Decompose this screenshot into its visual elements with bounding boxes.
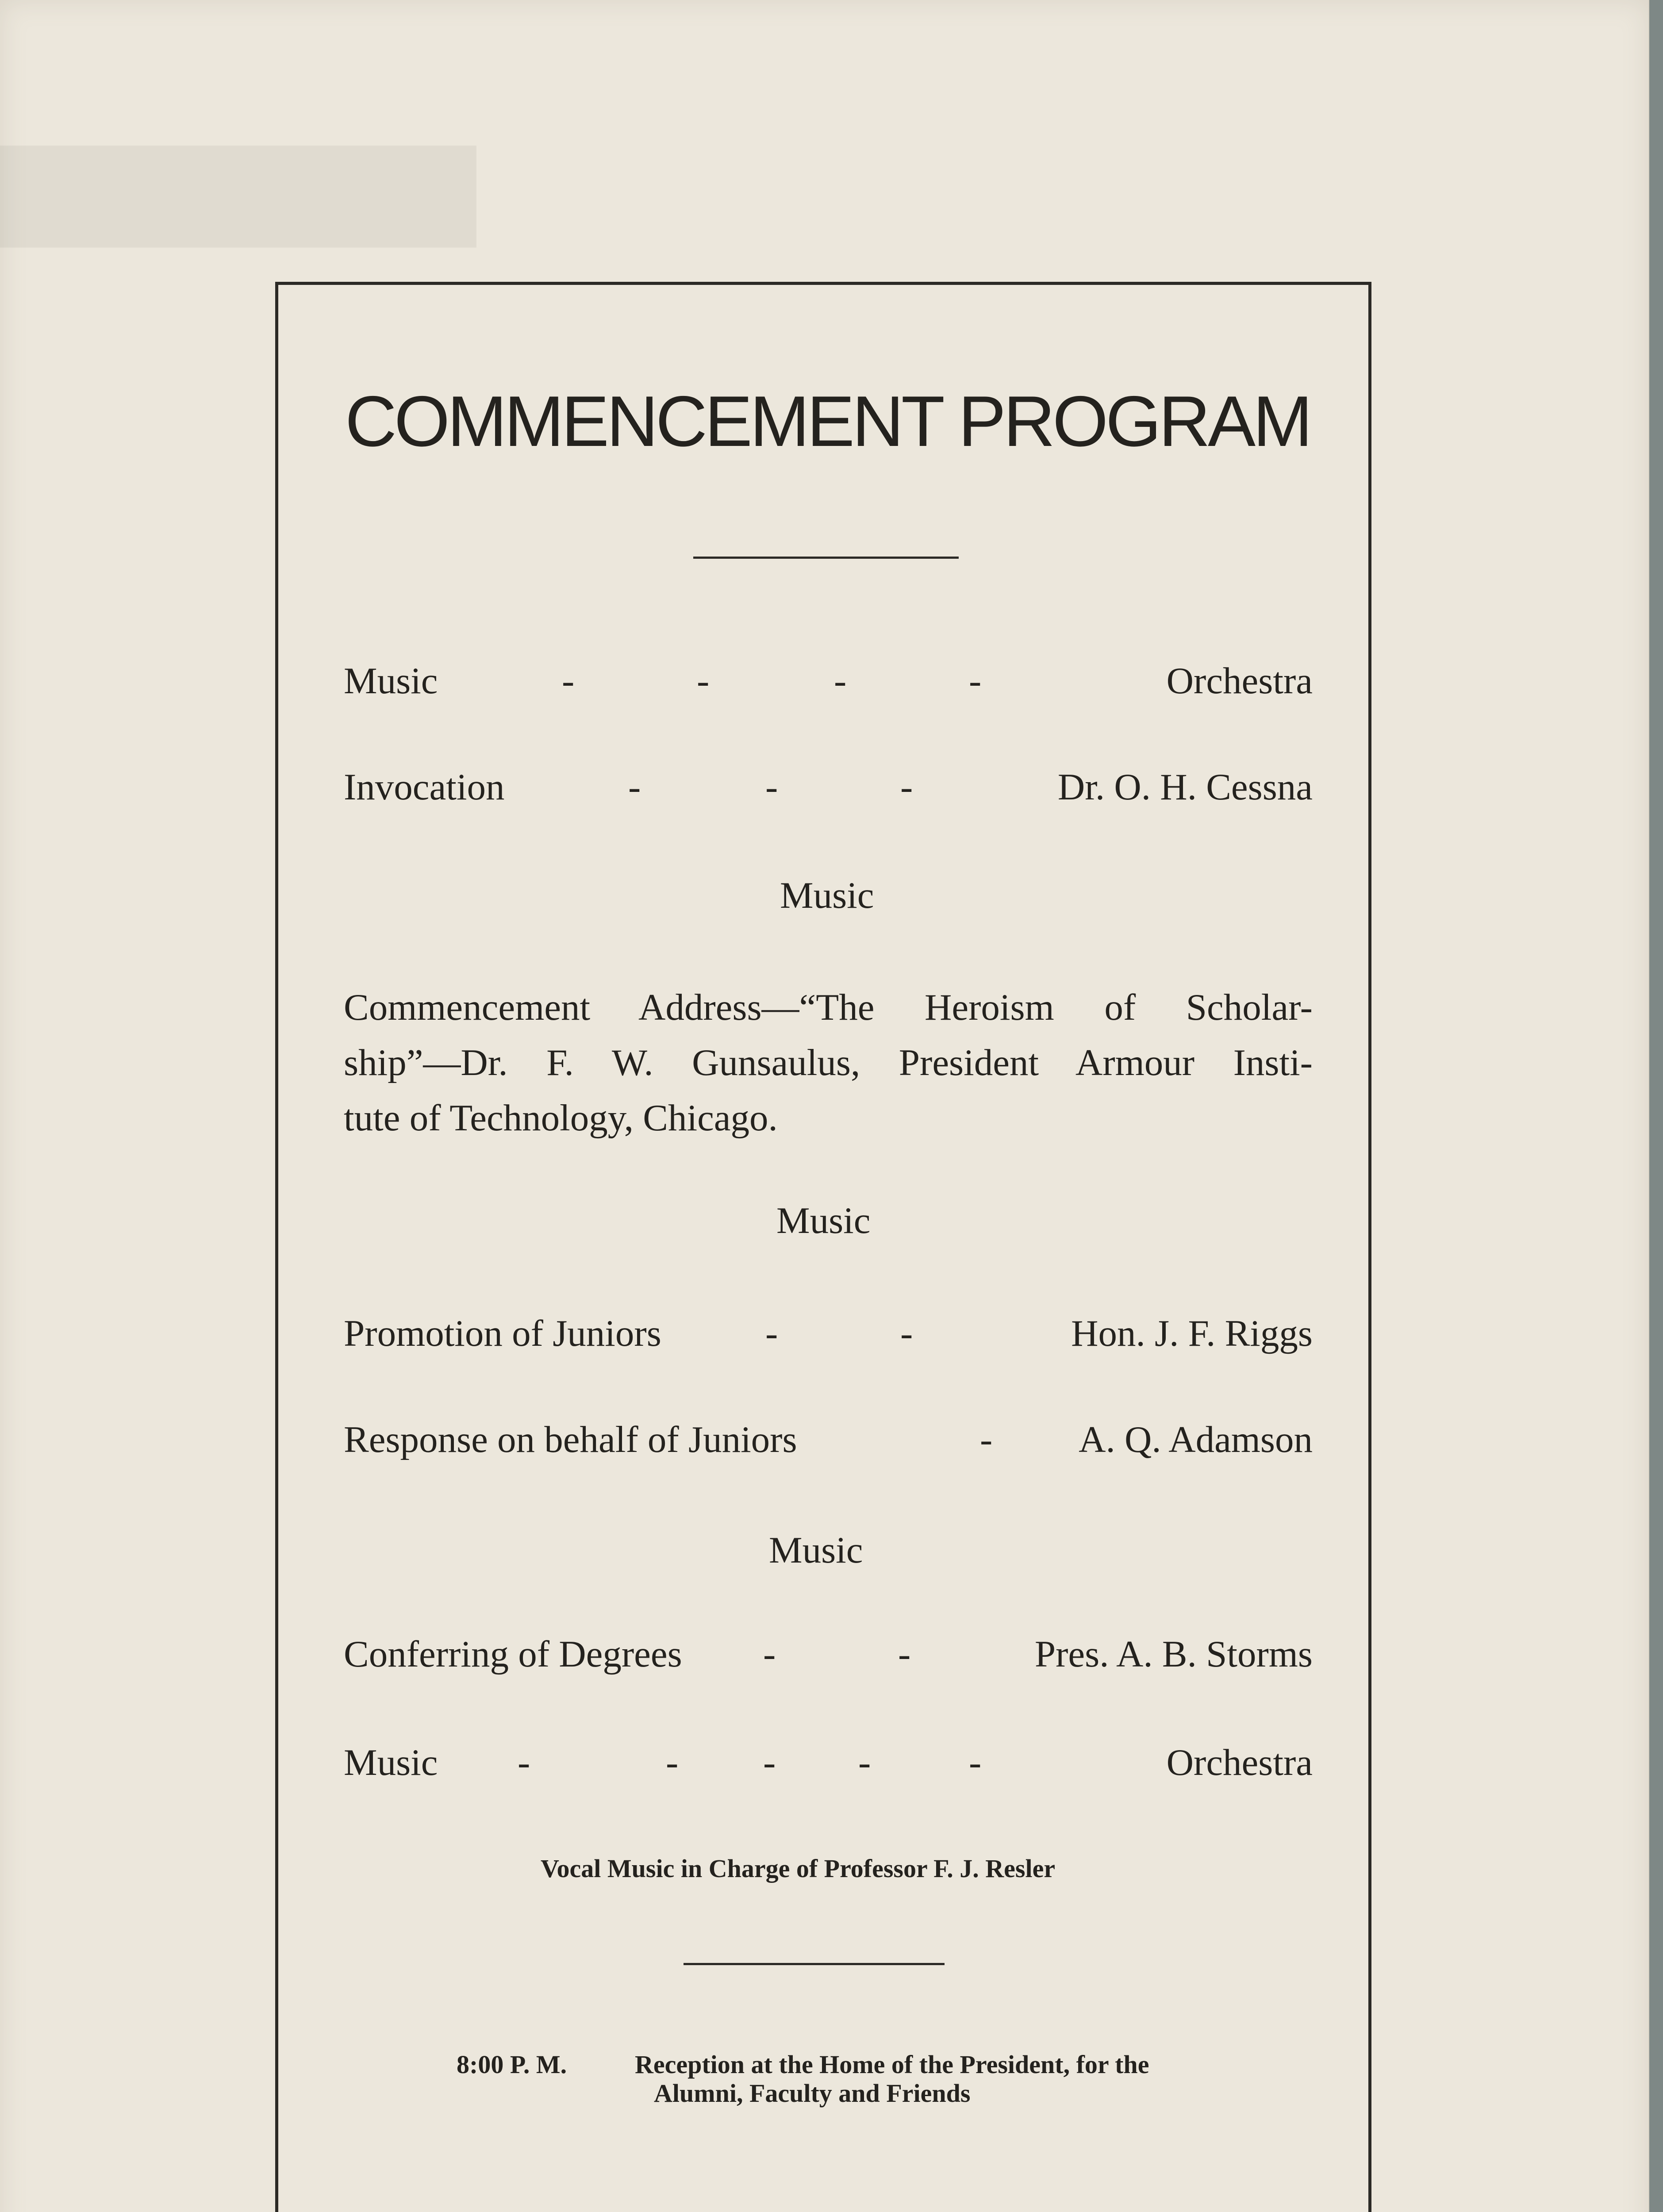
leader-dash: - bbox=[697, 660, 710, 702]
leader-dash: - bbox=[980, 1419, 993, 1460]
leader-dash: - bbox=[898, 1633, 911, 1675]
item-label: Response on behalf of Juniors bbox=[344, 1419, 797, 1460]
bleed-through-decoration: ████████ bbox=[0, 148, 476, 241]
item-label: Invocation bbox=[344, 766, 505, 808]
leader-dash: - bbox=[858, 1742, 871, 1783]
leader-dash: - bbox=[666, 1742, 679, 1783]
address-line: Commencement Address—“The Heroism of Scholar- bbox=[344, 987, 1313, 1028]
page-title: COMMENCEMENT PROGRAM bbox=[345, 381, 1310, 461]
program-item-response-juniors bbox=[344, 1418, 1313, 1467]
reception-line-1: Reception at the Home of the President, for the bbox=[635, 2050, 1149, 2079]
leader-dash: - bbox=[900, 1313, 913, 1354]
program-item-invocation bbox=[344, 765, 1313, 814]
leader-dash: - bbox=[969, 1742, 982, 1783]
reception-line-2: Alumni, Faculty and Friends bbox=[654, 2079, 971, 2108]
address-line: ship”—Dr. F. W. Gunsaulus, President Armour Insti- bbox=[344, 1042, 1313, 1083]
leader-dash: - bbox=[969, 660, 982, 702]
leader-dash: - bbox=[763, 1633, 776, 1675]
program-item-music-closing bbox=[344, 1741, 1313, 1790]
leader-dash: - bbox=[834, 660, 847, 702]
item-label: Music bbox=[344, 1742, 438, 1783]
program-item-music-opening bbox=[344, 659, 1313, 708]
leader-dash: - bbox=[628, 766, 641, 808]
footer-divider bbox=[684, 1963, 945, 1965]
program-item-music: Music bbox=[776, 1200, 871, 1241]
leader-dash: - bbox=[765, 766, 778, 808]
leader-dash: - bbox=[763, 1742, 776, 1783]
reception-time: 8:00 P. M. bbox=[457, 2050, 567, 2079]
item-performer: Orchestra bbox=[1166, 1742, 1313, 1783]
vocal-music-note: Vocal Music in Charge of Professor F. J. Resler bbox=[541, 1854, 1056, 1883]
item-label: Conferring of Degrees bbox=[344, 1633, 682, 1675]
item-performer: A. Q. Adamson bbox=[1079, 1419, 1313, 1460]
item-label: Promotion of Juniors bbox=[344, 1313, 661, 1354]
leader-dash: - bbox=[518, 1742, 530, 1783]
program-item-music: Music bbox=[780, 875, 874, 916]
item-performer: Hon. J. F. Riggs bbox=[1071, 1313, 1313, 1354]
program-item-conferring-degrees bbox=[344, 1632, 1313, 1681]
program-item-commencement-address bbox=[344, 980, 1313, 1146]
leader-dash: - bbox=[900, 766, 913, 808]
item-performer: Orchestra bbox=[1166, 660, 1313, 702]
address-line: tute of Technology, Chicago. bbox=[344, 1097, 778, 1139]
item-performer: Dr. O. H. Cessna bbox=[1057, 766, 1313, 808]
item-label: Music bbox=[344, 660, 438, 702]
program-border bbox=[275, 282, 1371, 2212]
leader-dash: - bbox=[562, 660, 575, 702]
item-performer: Pres. A. B. Storms bbox=[1034, 1633, 1313, 1675]
program-item-promotion-of-juniors bbox=[344, 1312, 1313, 1360]
title-divider bbox=[693, 557, 959, 559]
leader-dash: - bbox=[765, 1313, 778, 1354]
program-item-music: Music bbox=[769, 1529, 863, 1571]
